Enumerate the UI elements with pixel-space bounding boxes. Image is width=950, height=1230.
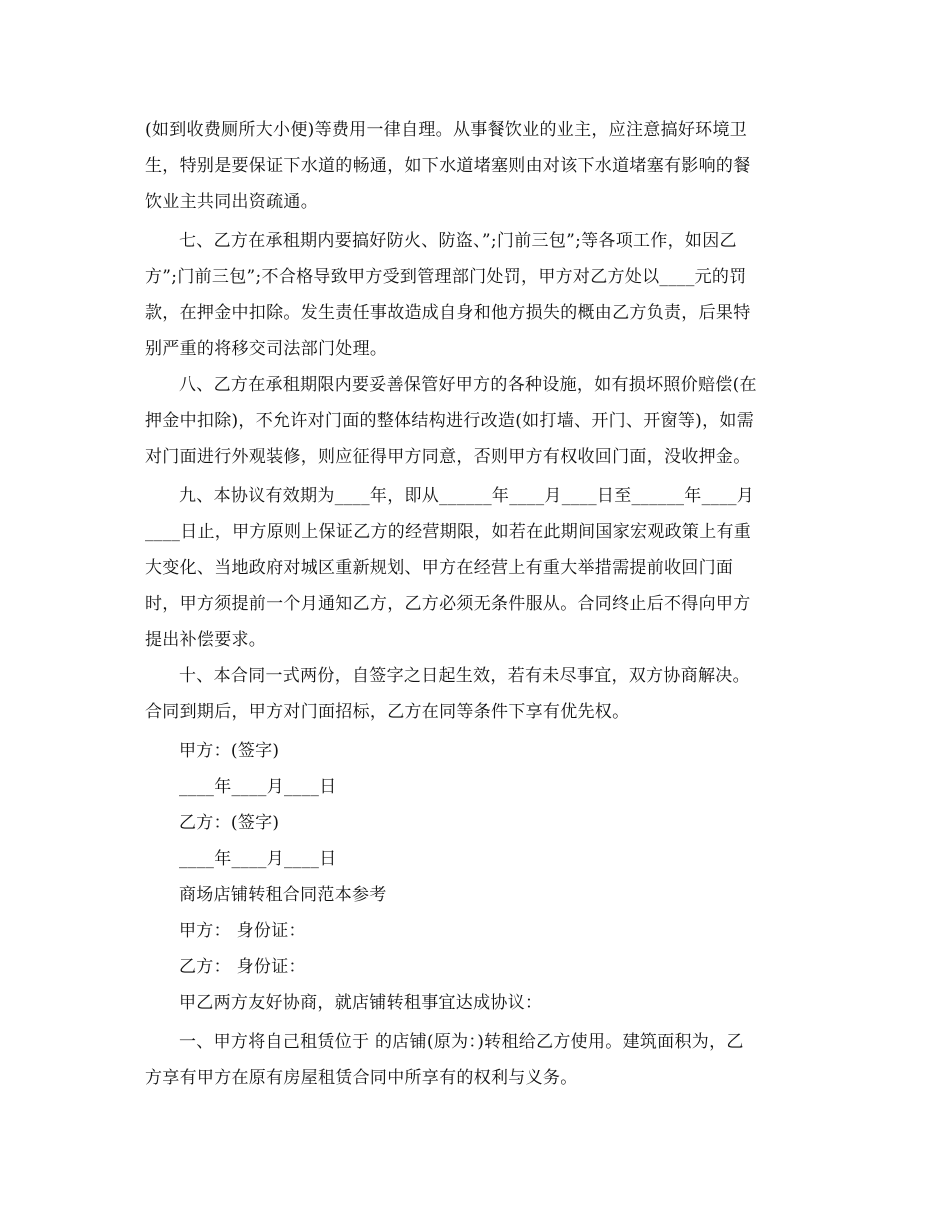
text-line: 对门面进行外观装修，则应征得甲方同意，否则甲方有权收回门面，没收押金。 bbox=[145, 447, 751, 467]
party-b-date: ____年____月____日 bbox=[179, 849, 337, 869]
text-line: 八、乙方在承租期限内要妥善保管好甲方的各种设施，如有损坏照价赔偿(在 bbox=[179, 375, 757, 395]
text-line: 合同到期后，甲方对门面招标，乙方在同等条件下享有优先权。 bbox=[145, 702, 630, 722]
text-line: 款，在押金中扣除。发生责任事故造成自身和他方损失的概由乙方负责，后果特 bbox=[145, 303, 751, 323]
party-b-signature: 乙方：(签字) bbox=[179, 813, 280, 833]
text-line: 时，甲方须提前一个月通知乙方，乙方必须无条件服从。合同终止后不得向甲方 bbox=[145, 594, 751, 614]
text-line: 提出补偿要求。 bbox=[145, 630, 267, 650]
text-line: 生，特别是要保证下水道的畅通，如下水道堵塞则由对该下水道堵塞有影响的餐 bbox=[145, 156, 751, 176]
text-line: 一、甲方将自己租赁位于 的店铺(原为：)转租给乙方使用。建筑面积为，乙 bbox=[179, 1032, 744, 1052]
text-line: 大变化、当地政府对城区重新规划、甲方在经营上有重大举措需提前收回门面 bbox=[145, 558, 734, 578]
party-b-id: 乙方： 身份证： bbox=[179, 957, 306, 977]
text-line: 方”;门前三包”;不合格导致甲方受到管理部门处罚，甲方对乙方处以____元的罚 bbox=[145, 267, 747, 287]
section-title: 商场店铺转租合同范本参考 bbox=[179, 885, 387, 905]
text-line: 方享有甲方在原有房屋租赁合同中所享有的权利与义务。 bbox=[145, 1068, 578, 1088]
text-line: 饮业主共同出资疏通。 bbox=[145, 192, 318, 212]
text-line: 别严重的将移交司法部门处理。 bbox=[145, 339, 388, 359]
text-line: 押金中扣除)，不允许对门面的整体结构进行改造(如打墙、开门、开窗等)，如需 bbox=[145, 411, 754, 431]
text-line: 十、本合同一式两份，自签字之日起生效，若有未尽事宜，双方协商解决。 bbox=[179, 666, 750, 686]
text-line: 甲乙两方友好协商，就店铺转租事宜达成协议： bbox=[179, 993, 543, 1013]
party-a-date: ____年____月____日 bbox=[179, 777, 337, 797]
party-a-signature: 甲方：(签字) bbox=[179, 741, 280, 761]
text-line: (如到收费厕所大小便)等费用一律自理。从事餐饮业的业主，应注意搞好环境卫 bbox=[145, 120, 748, 140]
text-line: 九、本协议有效期为____年，即从______年____月____日至______年____月 bbox=[179, 486, 755, 506]
party-a-id: 甲方： 身份证： bbox=[179, 921, 306, 941]
text-line: 七、乙方在承租期内要搞好防火、防盗、”;门前三包”;等各项工作，如因乙 bbox=[179, 231, 737, 251]
text-line: ____日止，甲方原则上保证乙方的经营期限，如若在此期间国家宏观政策上有重 bbox=[145, 522, 752, 542]
